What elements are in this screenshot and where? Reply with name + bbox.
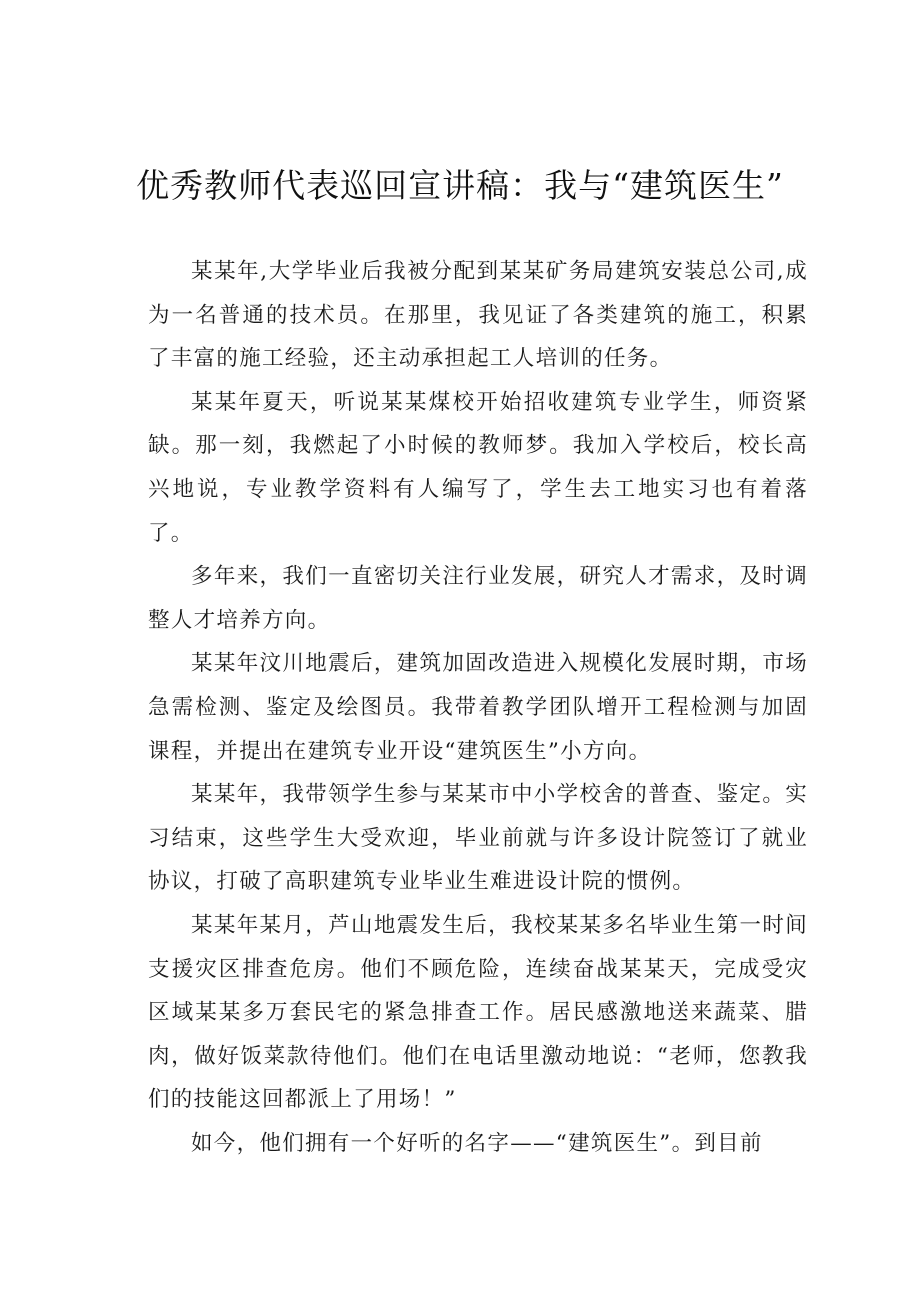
document-title: 优秀教师代表巡回宣讲稿：我与“建筑医生”	[136, 166, 784, 205]
paragraph-5: 某某年，我带领学生参与某某市中小学校舍的普查、鉴定。实习结束，这些学生大受欢迎，毕业前就与许多设计院签订了就业协议，打破了高职建筑专业毕业生难进设计院的惯例。	[148, 782, 808, 895]
paragraph-3: 多年来，我们一直密切关注行业发展，研究人才需求，及时调整人才培养方向。	[148, 564, 808, 633]
document-body	[148, 250, 808, 1165]
paragraph-1: 某某年,大学毕业后我被分配到某某矿务局建筑安装总公司,成为一名普通的技术员。在那里，我见证了各类建筑的施工，积累了丰富的施工经验，还主动承担起工人培训的任务。	[148, 259, 808, 372]
paragraph-2: 某某年夏天，听说某某煤校开始招收建筑专业学生，师资紧缺。那一刻，我燃起了小时候的教师梦。我加入学校后，校长高兴地说，专业教学资料有人编写了，学生去工地实习也有着落了。	[148, 389, 808, 546]
paragraph-6: 某某年某月，芦山地震发生后，我校某某多名毕业生第一时间支援灾区排查危房。他们不顾危险，连续奋战某某天，完成受灾区域某某多万套民宅的紧急排查工作。居民感激地送来蔬菜、腊肉，做好饭菜款待他们。他们在电话里激动地说：“老师，您教我们的技能这回都派上了用场！”	[148, 912, 808, 1113]
paragraph-4: 某某年汶川地震后，建筑加固改造进入规模化发展时期，市场急需检测、鉴定及绘图员。我带着教学团队增开工程检测与加固课程，并提出在建筑专业开设“建筑医生”小方向。	[148, 651, 808, 764]
paragraph-7: 如今，他们拥有一个好听的名字——“建筑医生”。到目前	[191, 1130, 763, 1156]
